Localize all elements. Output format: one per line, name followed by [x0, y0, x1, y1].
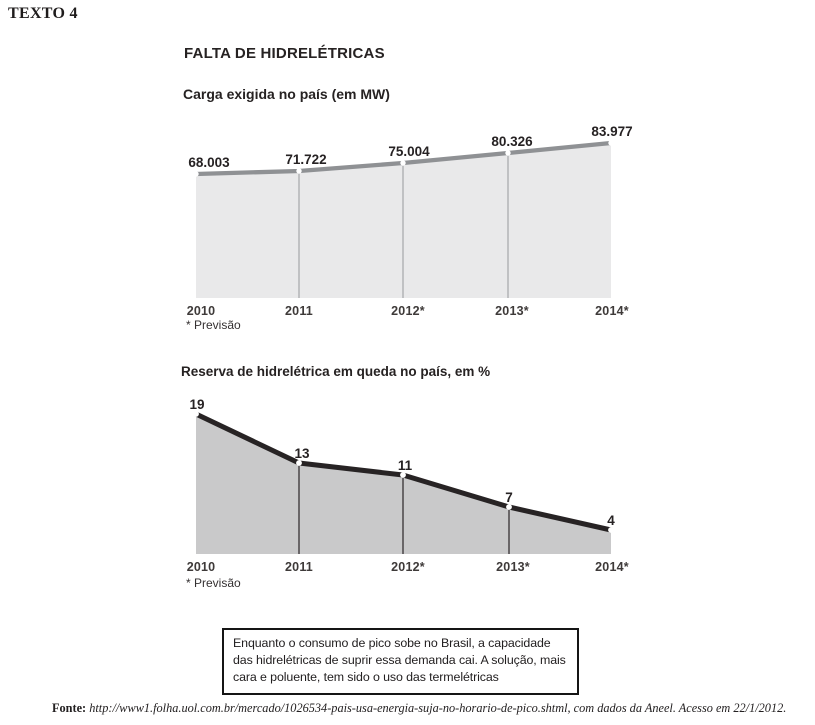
chart-carga-footnote: * Previsão [186, 318, 241, 332]
carga-exigida-area-chart [180, 108, 640, 320]
chart-carga-title: Carga exigida no país (em MW) [183, 86, 390, 102]
value-label: 11 [397, 458, 413, 473]
category-label: 2014* [595, 560, 629, 574]
value-label: 75.004 [388, 144, 430, 159]
source-text: http://www1.folha.uol.com.br/mercado/1026534-pais-usa-energia-suja-no-horario-de-pico.shtml, com dados da Aneel. Acesso em 22/1/2012. [89, 701, 787, 715]
chart-reserva-title: Reserva de hidrelétrica em queda no país, em % [181, 364, 491, 379]
value-label: 13 [294, 446, 310, 461]
data-point-marker [193, 171, 198, 176]
category-label: 2011 [285, 560, 313, 574]
source-label: Fonte: [52, 701, 87, 715]
value-label: 19 [189, 397, 205, 412]
value-label: 68.003 [188, 155, 230, 170]
category-label: 2014* [595, 304, 629, 318]
value-label: 83.977 [591, 124, 633, 139]
category-label: 2010 [186, 304, 216, 318]
chart-reserva-footnote: * Previsão [186, 576, 241, 590]
category-label: 2010 [186, 560, 216, 574]
reserva-hidreletrica-area-chart [180, 388, 640, 578]
value-label: 4 [607, 513, 615, 528]
infographic-title: FALTA DE HIDRELÉTRICAS [184, 45, 385, 62]
page-title: TEXTO 4 [8, 5, 78, 22]
value-label: 80.326 [491, 134, 533, 149]
data-point-marker [608, 140, 613, 145]
value-label: 7 [505, 490, 513, 505]
category-label: 2012* [391, 304, 425, 318]
category-label: 2011 [285, 304, 313, 318]
value-label: 71.722 [285, 152, 327, 167]
data-point-marker [400, 160, 405, 165]
data-point-marker [505, 150, 510, 155]
category-label: 2012* [391, 560, 425, 574]
category-label: 2013* [496, 560, 530, 574]
caption-box: Enquanto o consumo de pico sobe no Brasil, a capacidade das hidrelétricas de suprir essa demanda cai. A solução, mais cara e poluente, tem sido o uso das termelétricas [222, 628, 579, 695]
source-line [52, 701, 786, 716]
category-label: 2013* [495, 304, 529, 318]
data-point-marker [296, 168, 301, 173]
